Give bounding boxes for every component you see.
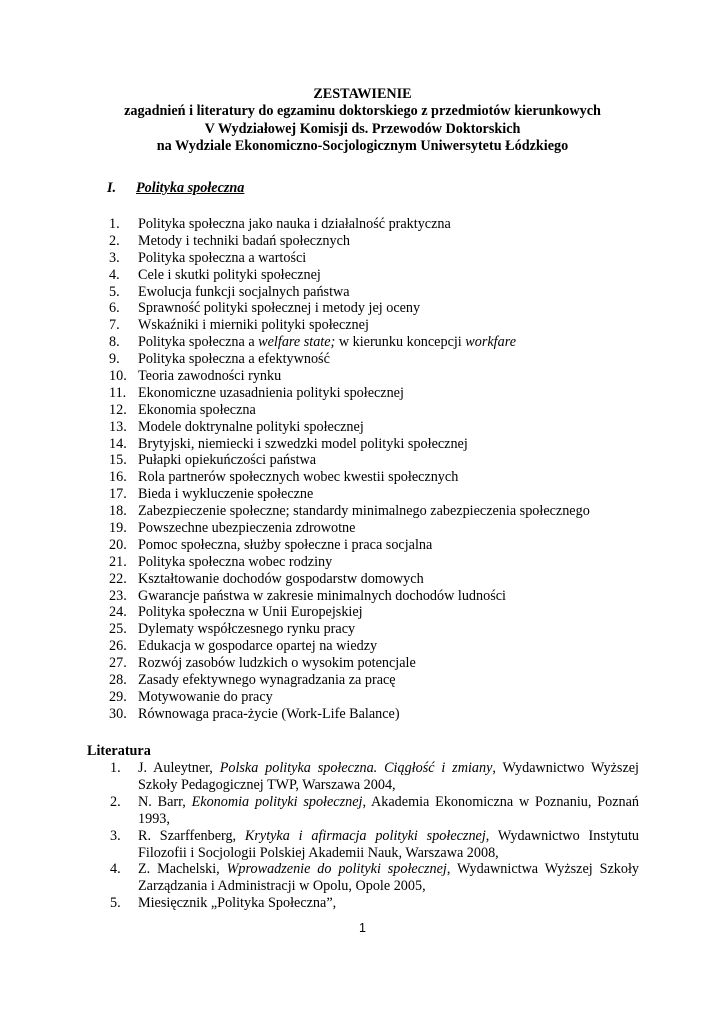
item-number: 11. — [109, 384, 127, 401]
literature-author: Miesięcznik „Polityka Społeczna”, — [138, 895, 337, 912]
literature-item — [0, 895, 725, 912]
item-text: Pomoc społeczna, służby społeczne i praca socjalna — [138, 536, 433, 553]
item-number: 5. — [110, 895, 121, 912]
literature-title: Krytyka i afirmacja polityki społecznej — [244, 827, 486, 844]
item-number: 1. — [110, 760, 121, 776]
literature-entry — [138, 895, 639, 912]
item-number: 23. — [109, 587, 127, 604]
item-number: 17. — [109, 486, 127, 503]
literature-entry — [138, 760, 639, 794]
item-text: Gwarancje państwa w zakresie minimalnych dochodów ludności — [138, 587, 506, 604]
literature-entry — [138, 828, 639, 862]
literature-publisher: , Akademia Ekonomiczna w Poznaniu, Poznań 1993, — [138, 793, 639, 827]
section-number: I. — [107, 180, 117, 196]
literature-publisher: , Wydawnictwo Wyższej Szkoły Pedagogicznej TWP, Warszawa 2004, — [138, 760, 639, 793]
item-text: Polityka społeczna jako nauka i działalność praktyczna — [138, 216, 451, 232]
item-text: Polityka społeczna a wartości — [138, 249, 307, 266]
item-number: 8. — [109, 334, 120, 351]
literature-entry — [138, 861, 639, 895]
item-number: 12. — [109, 401, 127, 418]
item-number: 2. — [110, 793, 121, 810]
header-faculty: na Wydziale Ekonomiczno-Socjologicznym Uniwersytetu Łódzkiego — [156, 138, 569, 155]
literature-publisher: , Wydawnictwo Instytutu Filozofii i Socjologii Polskiej Akademii Nauk, Warszawa 2008, — [138, 827, 639, 861]
item-text: Polityka społeczna a efektywność — [138, 351, 330, 368]
item-number: 14. — [109, 435, 127, 452]
item-text: Rola partnerów społecznych wobec kwestii społecznych — [138, 469, 459, 486]
literature-entry — [138, 794, 639, 828]
item-number: 22. — [109, 570, 127, 587]
item-text: Teoria zawodności rynku — [138, 368, 282, 385]
section-title: Polityka społeczna — [136, 180, 245, 196]
item-number: 18. — [109, 503, 127, 520]
item-number: 21. — [109, 553, 127, 570]
item-text: Wskaźniki i mierniki polityki społecznej — [138, 317, 369, 334]
item-number: 4. — [110, 861, 121, 878]
item-number: 29. — [109, 688, 127, 705]
literature-item — [0, 828, 725, 862]
item-number: 10. — [109, 368, 127, 385]
item-text: Polityka społeczna w Unii Europejskiej — [138, 604, 363, 621]
item-text: Powszechne ubezpieczenia zdrowotne — [138, 520, 356, 537]
item-text: Kształtowanie dochodów gospodarstw domowych — [138, 570, 424, 587]
item-text: Dylematy współczesnego rynku pracy — [138, 621, 356, 638]
item-text: Modele doktrynalne polityki społecznej — [138, 418, 364, 435]
item-text: Zasady efektywnego wynagradzania za pracę — [138, 672, 396, 689]
item-text-italic: welfare state; — [258, 334, 336, 351]
item-text: Cele i skutki polityki społecznej — [138, 266, 321, 283]
item-number: 3. — [109, 249, 120, 266]
page-number: 1 — [359, 921, 366, 935]
item-number: 20. — [109, 536, 127, 553]
item-number: 9. — [109, 351, 120, 368]
section-heading — [107, 180, 244, 197]
item-text: Zabezpieczenie społeczne; standardy minimalnego zabezpieczenia społecznego — [138, 503, 590, 520]
item-text: Ekonomia społeczna — [138, 401, 256, 418]
literature-author: Z. Machelski, — [138, 861, 227, 878]
item-number: 27. — [109, 655, 127, 672]
item-number: 5. — [109, 283, 120, 300]
item-number: 28. — [109, 672, 127, 689]
item-text-italic: workfare — [465, 334, 516, 351]
item-number: 2. — [109, 232, 120, 249]
literature-title: Wprowadzenie do polityki społecznej — [226, 861, 447, 878]
item-text: Brytyjski, niemiecki i szwedzki model polityki społecznej — [138, 435, 468, 452]
literature-publisher: , Wydawnictwa Wyższej Szkoły Zarządzania i Administracji w Opolu, Opole 2005, — [138, 861, 639, 895]
item-number: 25. — [109, 621, 127, 638]
literature-item — [0, 794, 725, 828]
item-number: 24. — [109, 604, 127, 621]
item-text — [138, 334, 516, 351]
item-text: Sprawność polityki społecznej i metody jej oceny — [138, 300, 421, 317]
item-text-part: Polityka społeczna a — [138, 334, 259, 351]
header-committee: V Wydziałowej Komisji ds. Przewodów Doktorskich — [204, 120, 521, 137]
literature-author: J. Auleytner, — [138, 760, 220, 776]
item-text: Bieda i wykluczenie społeczne — [138, 486, 314, 503]
item-text: Rozwój zasobów ludzkich o wysokim potencjale — [138, 655, 416, 672]
literature-author: R. Szarffenberg, — [138, 827, 245, 844]
literature-title: Ekonomia polityki społecznej — [191, 793, 363, 810]
item-text-part: w kierunku koncepcji — [335, 334, 466, 351]
item-number: 6. — [109, 300, 120, 317]
literature-title: Polska polityka społeczna. Ciągłość i zmiany — [219, 760, 493, 776]
item-number: 1. — [109, 216, 120, 232]
item-text: Edukacja w gospodarce opartej na wiedzy — [138, 638, 378, 655]
item-text: Motywowanie do pracy — [138, 688, 273, 705]
item-number: 3. — [110, 827, 121, 844]
document-header — [0, 86, 725, 156]
header-title: ZESTAWIENIE — [313, 86, 412, 102]
item-text: Równowaga praca-życie (Work-Life Balance) — [138, 705, 400, 722]
literature-item — [0, 760, 725, 794]
item-text: Ewolucja funkcji socjalnych państwa — [138, 283, 350, 300]
item-number: 16. — [109, 469, 127, 486]
item-text: Metody i techniki badań społecznych — [138, 232, 350, 249]
literature-item — [0, 861, 725, 895]
item-number: 7. — [109, 317, 120, 334]
item-text: Polityka społeczna wobec rodziny — [138, 553, 333, 570]
literature-author: N. Barr, — [138, 793, 192, 810]
literature-heading: Literatura — [87, 743, 151, 759]
item-number: 4. — [109, 266, 120, 283]
item-number: 26. — [109, 638, 127, 655]
item-number: 13. — [109, 418, 127, 435]
header-subtitle: zagadnień i literatury do egzaminu doktorskiego z przedmiotów kierunkowych — [124, 103, 601, 120]
item-text: Ekonomiczne uzasadnienia polityki społecznej — [138, 384, 404, 401]
item-text: Pułapki opiekuńczości państwa — [138, 452, 317, 469]
item-number: 19. — [109, 520, 127, 537]
literature-list — [0, 760, 725, 912]
item-number: 30. — [109, 705, 127, 722]
item-number: 15. — [109, 452, 127, 469]
